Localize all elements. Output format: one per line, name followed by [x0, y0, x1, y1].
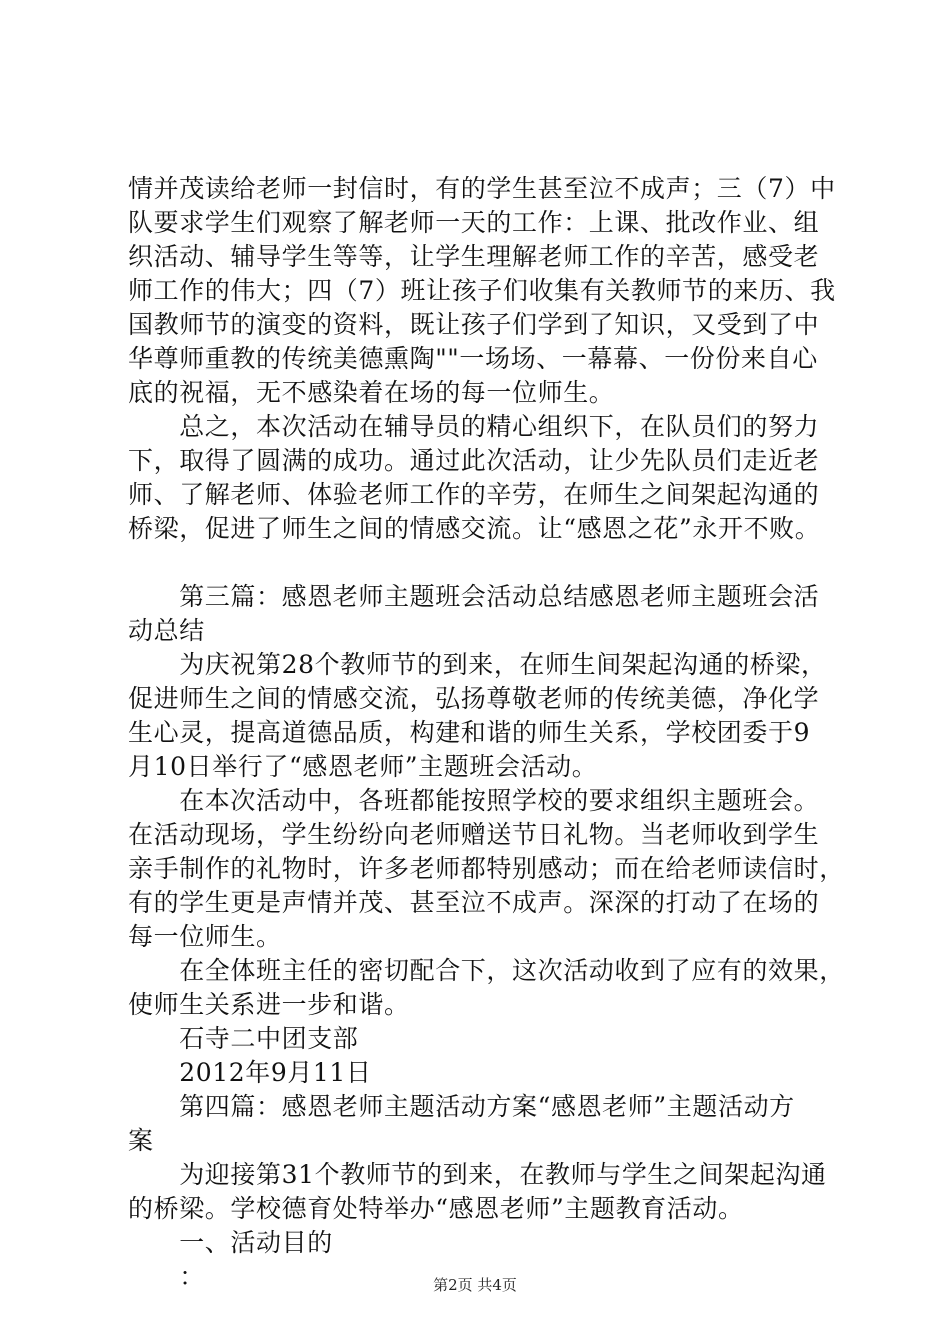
section-heading: 第三篇：感恩老师主题班会活动总结感恩老师主题班会活: [128, 582, 820, 611]
text-line: 促进师生之间的情感交流，弘扬尊敬老师的传统美德，净化学: [128, 684, 820, 713]
text-line: 在本次活动中，各班都能按照学校的要求组织主题班会。: [128, 786, 820, 815]
text-line: 的桥梁。学校德育处特举办“感恩老师”主题教育活动。: [128, 1194, 744, 1223]
signature-line: 石寺二中团支部: [128, 1024, 359, 1053]
text-line: 下，取得了圆满的成功。通过此次活动，让少先队员们走近老: [128, 446, 820, 475]
text-line: 在活动现场，学生纷纷向老师赠送节日礼物。当老师收到学生: [128, 820, 820, 849]
text-line: 织活动、辅导学生等等，让学生理解老师工作的辛苦，感受老: [128, 242, 820, 271]
text-line: 师、了解老师、体验老师工作的辛劳，在师生之间架起沟通的: [128, 480, 820, 509]
subheading-line: 一、活动目的: [128, 1228, 333, 1257]
text-line: 生心灵，提高道德品质，构建和谐的师生关系，学校团委于9: [128, 718, 811, 747]
text-line: 华尊师重教的传统美德熏陶""一场场、一幕幕、一份份来自心: [128, 344, 818, 373]
text-line: 月10日举行了“感恩老师”主题班会活动。: [128, 752, 598, 781]
text-line: 为迎接第31个教师节的到来，在教师与学生之间架起沟通: [128, 1160, 827, 1189]
text-line: 队要求学生们观察了解老师一天的工作：上课、批改作业、组: [128, 208, 820, 237]
text-line: ：: [128, 1262, 205, 1291]
text-line: 总之，本次活动在辅导员的精心组织下，在队员们的努力: [128, 412, 820, 441]
text-line: 国教师节的演变的资料，既让孩子们学到了知识，又受到了中: [128, 310, 820, 339]
text-line: 在全体班主任的密切配合下，这次活动收到了应有的效果，: [128, 956, 845, 985]
section-heading: 第四篇：感恩老师主题活动方案“感恩老师”主题活动方: [128, 1092, 795, 1121]
text-line: 情并茂读给老师一封信时，有的学生甚至泣不成声；三（7）中: [128, 174, 836, 203]
text-line: 师工作的伟大；四（7）班让孩子们收集有关教师节的来历、我: [128, 276, 836, 305]
text-line: 桥梁，促进了师生之间的情感交流。让“感恩之花”永开不败。: [128, 514, 821, 543]
text-line: 底的祝福，无不感染着在场的每一位师生。: [128, 378, 615, 407]
date-line: 2012年9月11日: [128, 1058, 372, 1087]
page-footer: 第2页 共4页: [433, 1276, 517, 1294]
section-heading: 动总结: [128, 616, 205, 645]
section-heading: 案: [128, 1126, 154, 1155]
text-line: 使师生关系进一步和谐。: [128, 990, 410, 1019]
text-line: 有的学生更是声情并茂、甚至泣不成声。深深的打动了在场的: [128, 888, 820, 917]
text-line: 亲手制作的礼物时，许多老师都特别感动；而在给老师读信时，: [128, 854, 845, 883]
text-line: 为庆祝第28个教师节的到来，在师生间架起沟通的桥梁，: [128, 650, 827, 679]
text-line: 每一位师生。: [128, 922, 282, 951]
